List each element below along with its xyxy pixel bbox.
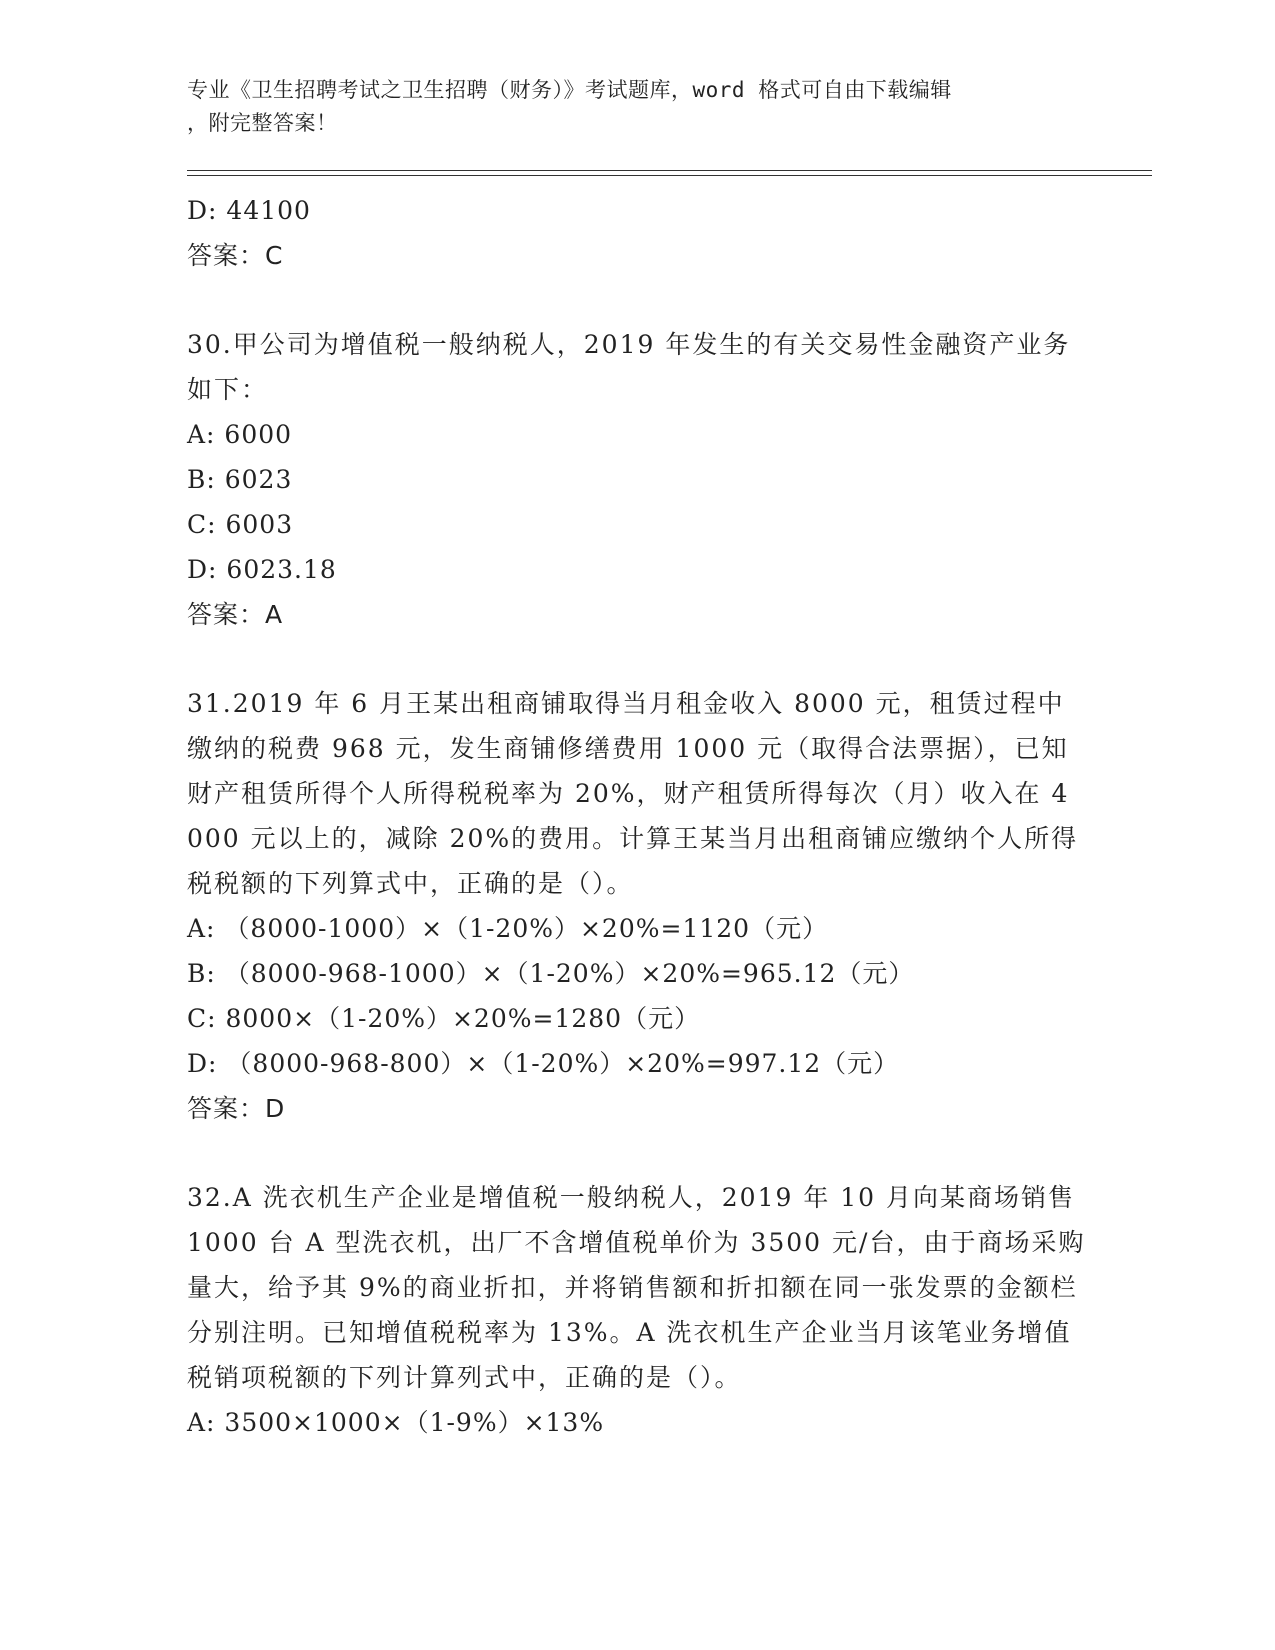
option-a: A: 6000: [187, 420, 293, 449]
question-32: [187, 1175, 1087, 1445]
option-c: C: 8000×（1-20%）×20%=1280（元）: [187, 1004, 701, 1033]
option-b: B: 6023: [187, 465, 293, 494]
previous-question-tail: [187, 188, 1087, 278]
option-c: C: 6003: [187, 510, 294, 539]
option-d: D: 44100: [187, 196, 311, 225]
option-a: A: （8000-1000）×（1-20%）×20%=1120（元）: [187, 914, 829, 943]
option-d: D: 6023.18: [187, 555, 337, 584]
question-31: [187, 681, 1087, 1131]
option-d: D: （8000-968-800）×（1-20%）×20%=997.12（元）: [187, 1049, 900, 1078]
spacer: [187, 278, 1087, 322]
answer-line: 答案：A: [187, 600, 284, 629]
option-b: B: （8000-968-1000）×（1-20%）×20%=965.12（元）: [187, 959, 915, 988]
answer-line: 答案：C: [187, 241, 284, 270]
question-stem: 31.2019 年 6 月王某出租商铺取得当月租金收入 8000 元，租赁过程中缴纳的税费 968 元，发生商铺修缮费用 1000 元（取得合法票据），已知财产租赁所得个人所得税税率为 20%，财产租赁所得每次（月）收入在 4000 元以上的，减除 20%的费用。计算王某当月出租商铺应缴纳个人所得税税额的下列算式中，正确的是（）。: [187, 689, 1079, 898]
option-a: A: 3500×1000×（1-9%）×13%: [187, 1408, 605, 1437]
header-rule-lower: [187, 175, 1152, 176]
document-body: [187, 188, 1087, 1445]
question-stem: 32.A 洗衣机生产企业是增值税一般纳税人，2019 年 10 月向某商场销售 1000 台 A 型洗衣机，出厂不含增值税单价为 3500 元/台，由于商场采购量大，给予其 9%的商业折扣，并将销售额和折扣额在同一张发票的金额栏分别注明。已知增值税税率为 13%。A 洗衣机生产企业当月该笔业务增值税销项税额的下列计算列式中，正确的是（）。: [187, 1183, 1086, 1392]
header-line-2: ，附完整答案！: [187, 111, 338, 135]
question-30: [187, 322, 1087, 637]
header-rule-upper: [187, 170, 1152, 171]
header-line-1: 专业《卫生招聘考试之卫生招聘（财务）》考试题库，word 格式可自由下载编辑: [187, 78, 952, 102]
answer-line: 答案：D: [187, 1094, 286, 1123]
spacer: [187, 637, 1087, 681]
document-header: [187, 74, 1067, 140]
spacer: [187, 1131, 1087, 1175]
question-stem: 30.甲公司为增值税一般纳税人，2019 年发生的有关交易性金融资产业务如下：: [187, 330, 1071, 404]
